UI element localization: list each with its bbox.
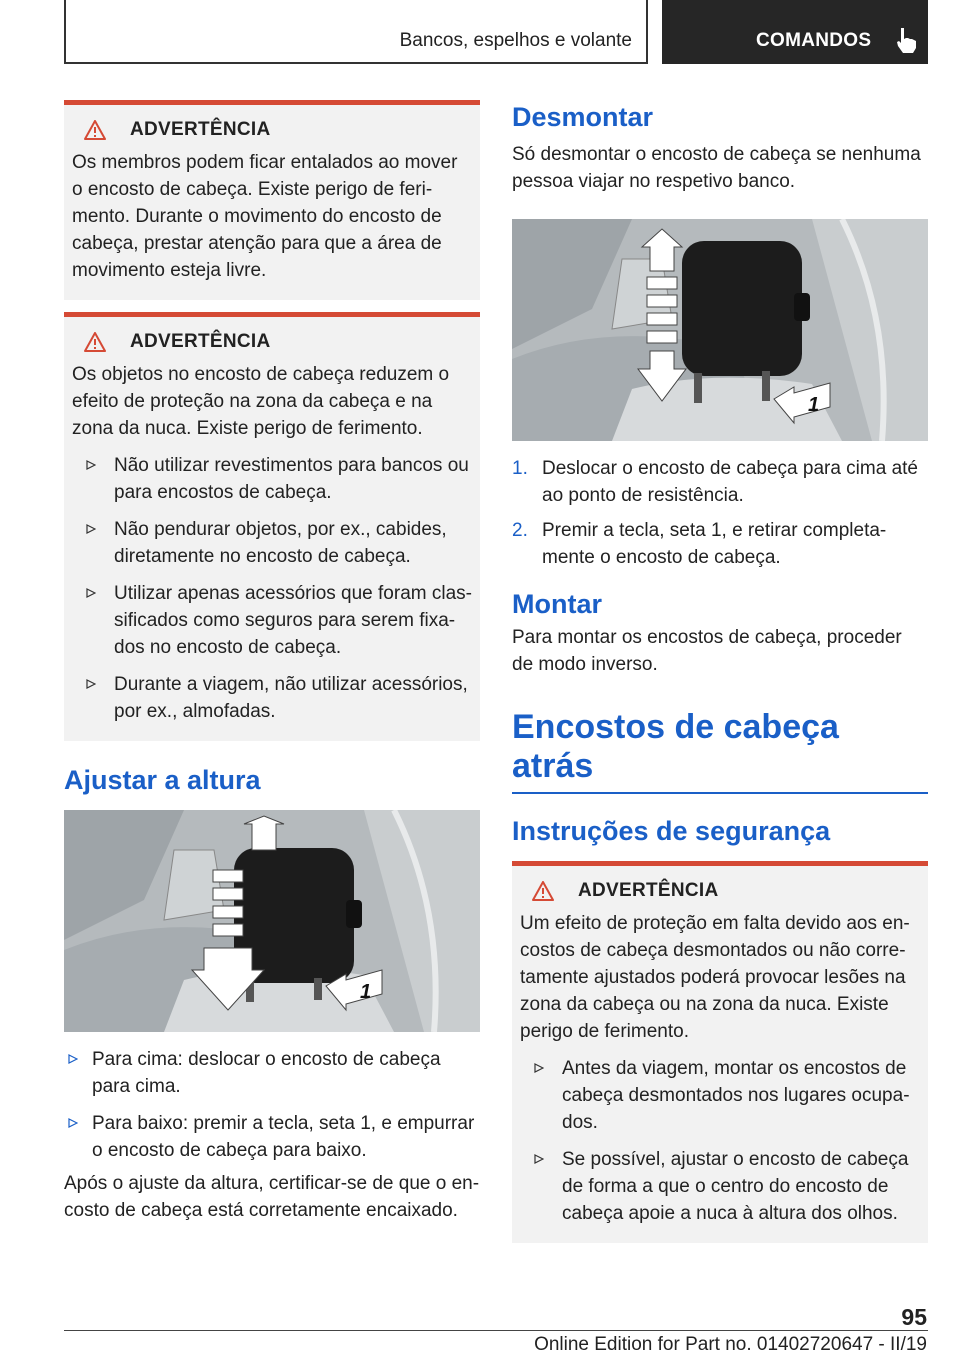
figure-callout-number: 1 [808, 394, 820, 416]
page-number: 95 [901, 1304, 927, 1330]
warning-text: Os membros podem ficar entalados ao mover o encosto de cabeça. Existe perigo de ferimento. Durante o movimento do encosto de cabeça, prestar atenção para que a área de movimento esteja livre. [72, 152, 458, 281]
triangle-bullet-icon [68, 1118, 78, 1128]
main-heading-rear-headrests: Encostos de cabeça atrás [512, 708, 928, 794]
pointing-hand-icon [894, 26, 920, 54]
after-adjust-text: Após o ajuste da altura, certificar-se de que o encosto de cabeça está corretamente encaixado. [64, 1173, 480, 1221]
triangle-bullet-icon [86, 460, 96, 470]
right-column [512, 100, 928, 1243]
warning-box-1 [64, 100, 480, 300]
warning-title: ADVERTÊNCIA [130, 119, 271, 140]
warning-bullet-list [72, 452, 472, 725]
list-item: Não utilizar revestimentos para bancos ou para encostos de cabeça. [72, 452, 472, 506]
list-item: 2. Premir a tecla, seta 1, e retirar completamente o encosto de cabeça. [512, 520, 887, 568]
warning-box-2 [64, 312, 480, 741]
remove-steps-list [512, 455, 928, 571]
list-item: Utilizar apenas acessórios que foram classificados como seguros para serem fixados no encosto de cabeça. [72, 580, 472, 661]
triangle-bullet-icon [68, 1054, 78, 1064]
chapter-tab [662, 0, 928, 64]
triangle-bullet-icon [86, 588, 96, 598]
headrest-remove-figure [512, 219, 928, 441]
footer-edition-text: Online Edition for Part no. 01402720647 - II/19 [534, 1334, 927, 1355]
list-item: Antes da viagem, montar os encostos de cabeça desmontados nos lugares ocupados. [520, 1055, 920, 1136]
section-heading-height: Ajustar a altura [64, 765, 261, 795]
warning-triangle-icon [532, 881, 554, 901]
warning-triangle-icon [84, 120, 106, 140]
figure-callout-number: 1 [360, 981, 372, 1003]
section-title: Bancos, espelhos e volante [399, 30, 632, 51]
footer-divider [64, 1330, 928, 1331]
list-item: 1. Deslocar o encosto de cabeça para cima até ao ponto de resistência. [512, 458, 918, 506]
warning-text: Um efeito de proteção em falta devido aos encostos de cabeça desmontados ou não corretamente ajustados poderá provocar lesões na zona da cabeça ou na zona da nuca. Existe perigo de ferimento. [520, 913, 910, 1042]
list-item: Não pendurar objetos, por ex., cabides, diretamente no encosto de cabeça. [72, 516, 472, 570]
triangle-bullet-icon [534, 1063, 544, 1073]
headrest-height-figure [64, 810, 480, 1032]
sub-heading-safety: Instruções de segurança [512, 816, 831, 846]
remove-text: Só desmontar o encosto de cabeça se nenhuma pessoa viajar no respetivo banco. [512, 144, 921, 192]
warning-title: ADVERTÊNCIA [130, 331, 271, 352]
height-bullet-list [64, 1046, 480, 1164]
warning-title: ADVERTÊNCIA [578, 880, 719, 901]
warning-bullet-list [520, 1055, 920, 1227]
left-column [64, 100, 480, 1224]
triangle-bullet-icon [86, 524, 96, 534]
page-header [64, 0, 928, 64]
warning-triangle-icon [84, 332, 106, 352]
triangle-bullet-icon [534, 1154, 544, 1164]
mount-text: Para montar os encostos de cabeça, proceder de modo inverso. [512, 627, 902, 675]
section-heading-mount: Montar [512, 589, 602, 619]
chapter-title: COMANDOS [756, 30, 872, 51]
section-heading-remove: Desmontar [512, 102, 654, 132]
section-tab [64, 0, 648, 64]
warning-box-3 [512, 861, 928, 1243]
triangle-bullet-icon [86, 679, 96, 689]
warning-text: Os objetos no encosto de cabeça reduzem o efeito de proteção na zona da cabeça e na zona da nuca. Existe perigo de ferimento. [72, 364, 450, 439]
list-item: Para baixo: premir a tecla, seta 1, e empurrar o encosto de cabeça para baixo. [64, 1110, 480, 1164]
list-item: Durante a viagem, não utilizar acessórios, por ex., almofadas. [72, 671, 472, 725]
list-item: Se possível, ajustar o encosto de cabeça de forma a que o centro do encosto de cabeça apoie a nuca à altura dos olhos. [520, 1146, 920, 1227]
headrest-illustration [64, 810, 480, 1032]
headrest-illustration [512, 219, 928, 441]
list-item: Para cima: deslocar o encosto de cabeça para cima. [64, 1046, 480, 1100]
